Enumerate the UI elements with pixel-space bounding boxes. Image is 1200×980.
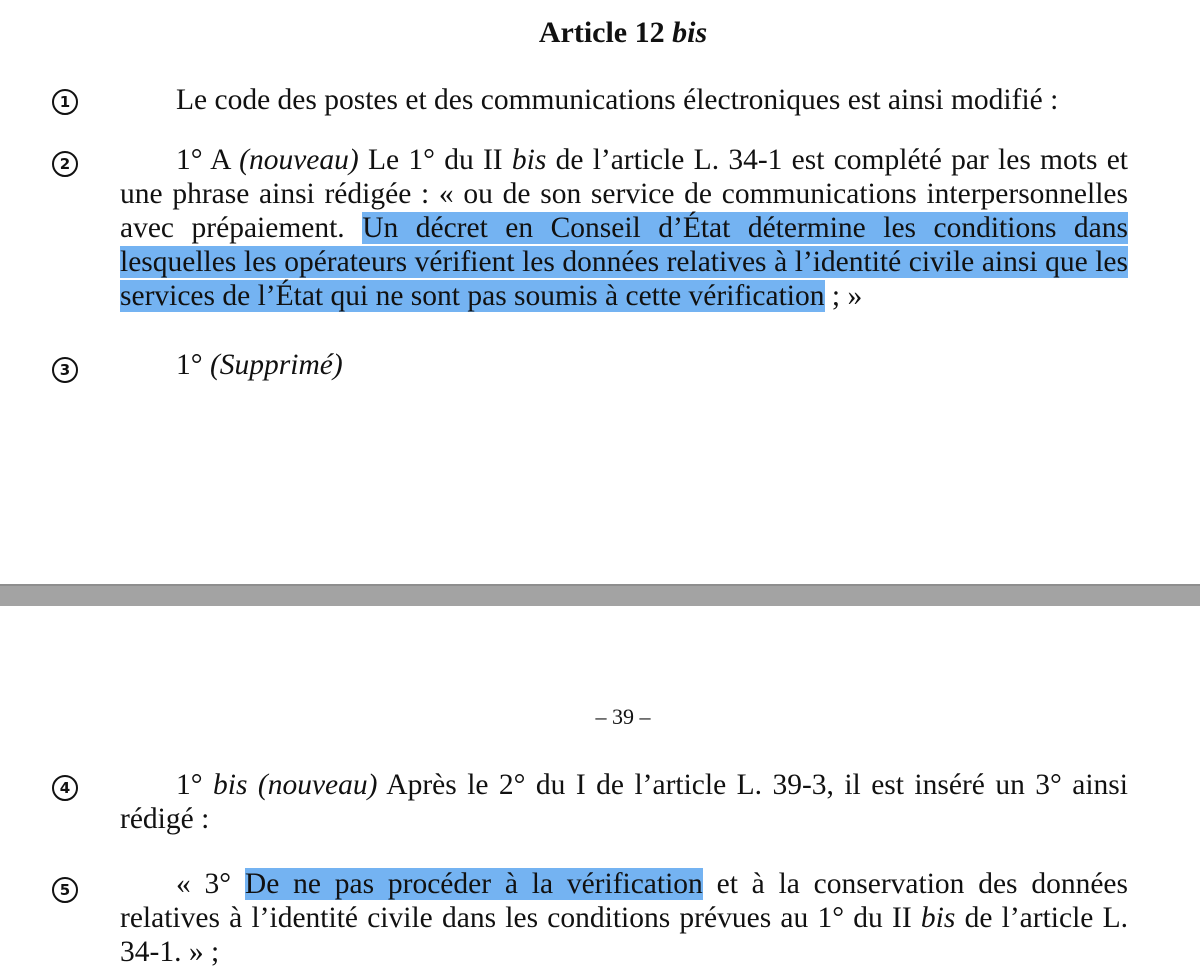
alinea-5-text-a: et à la conservation des données relatives à l’identité civile dans les conditions prévues au 1° du II [120,868,1128,934]
alinea-5-lead: « 3° [176,868,245,900]
alinea-5-text [120,867,1128,969]
alinea-2-text-a: Le 1° du II [358,144,512,176]
alinea-4-body: Après le 2° du I de l’article L. 39-3, il est inséré un 3° ainsi rédigé : [120,769,1128,835]
alinea-4-lead: 1° [176,769,213,801]
alinea-5-text-a-italic: bis [920,902,956,934]
alinea-number-2: 2 [52,151,78,177]
alinea-1-body: Le code des postes et des communications électroniques est ainsi modifié : [176,84,1059,116]
alinea-number-4: 4 [52,775,78,801]
alinea-3-lead: 1° [176,349,210,381]
article-title: Article 12 [538,16,665,49]
alinea-2-text-b: de l’article L. 34-1 est complété par les mots et une phrase ainsi rédigée : « ou de son service de communications interpersonnelles avec prépaiement. [120,144,1128,244]
alinea-4-lead-italic: bis (nouveau) [213,769,378,801]
article-heading [0,14,1200,52]
alinea-2-text [120,143,1128,313]
alinea-1-text [120,83,1128,117]
alinea-5-text-b: de l’article L. 34-1. » ; [120,902,1129,968]
alinea-2-highlight[interactable]: Un décret en Conseil d’État détermine les conditions dans lesquelles les opérateurs vérifient les données relatives à l’identité civile ainsi que les services de l’État qui ne sont pas soumis à cette vérification [120,212,1128,312]
alinea-2-text-a-italic: bis [511,144,547,176]
alinea-3-lead-italic: (Supprimé) [209,349,343,381]
page-separator [0,584,1200,606]
alinea-number-1: 1 [52,89,78,115]
alinea-number-3: 3 [52,357,78,383]
alinea-4-text [120,768,1128,836]
alinea-5-highlight[interactable]: De ne pas procéder à la vérification [244,868,703,900]
alinea-2-lead: 1° A [176,144,240,176]
alinea-2-lead-italic: (nouveau) [239,144,359,176]
alinea-2-text-c: ; » [824,280,863,312]
article-title-suffix: bis [672,16,708,49]
page-number: – 39 – [595,704,651,729]
alinea-number-5: 5 [52,877,78,903]
alinea-3-text [120,348,1128,382]
